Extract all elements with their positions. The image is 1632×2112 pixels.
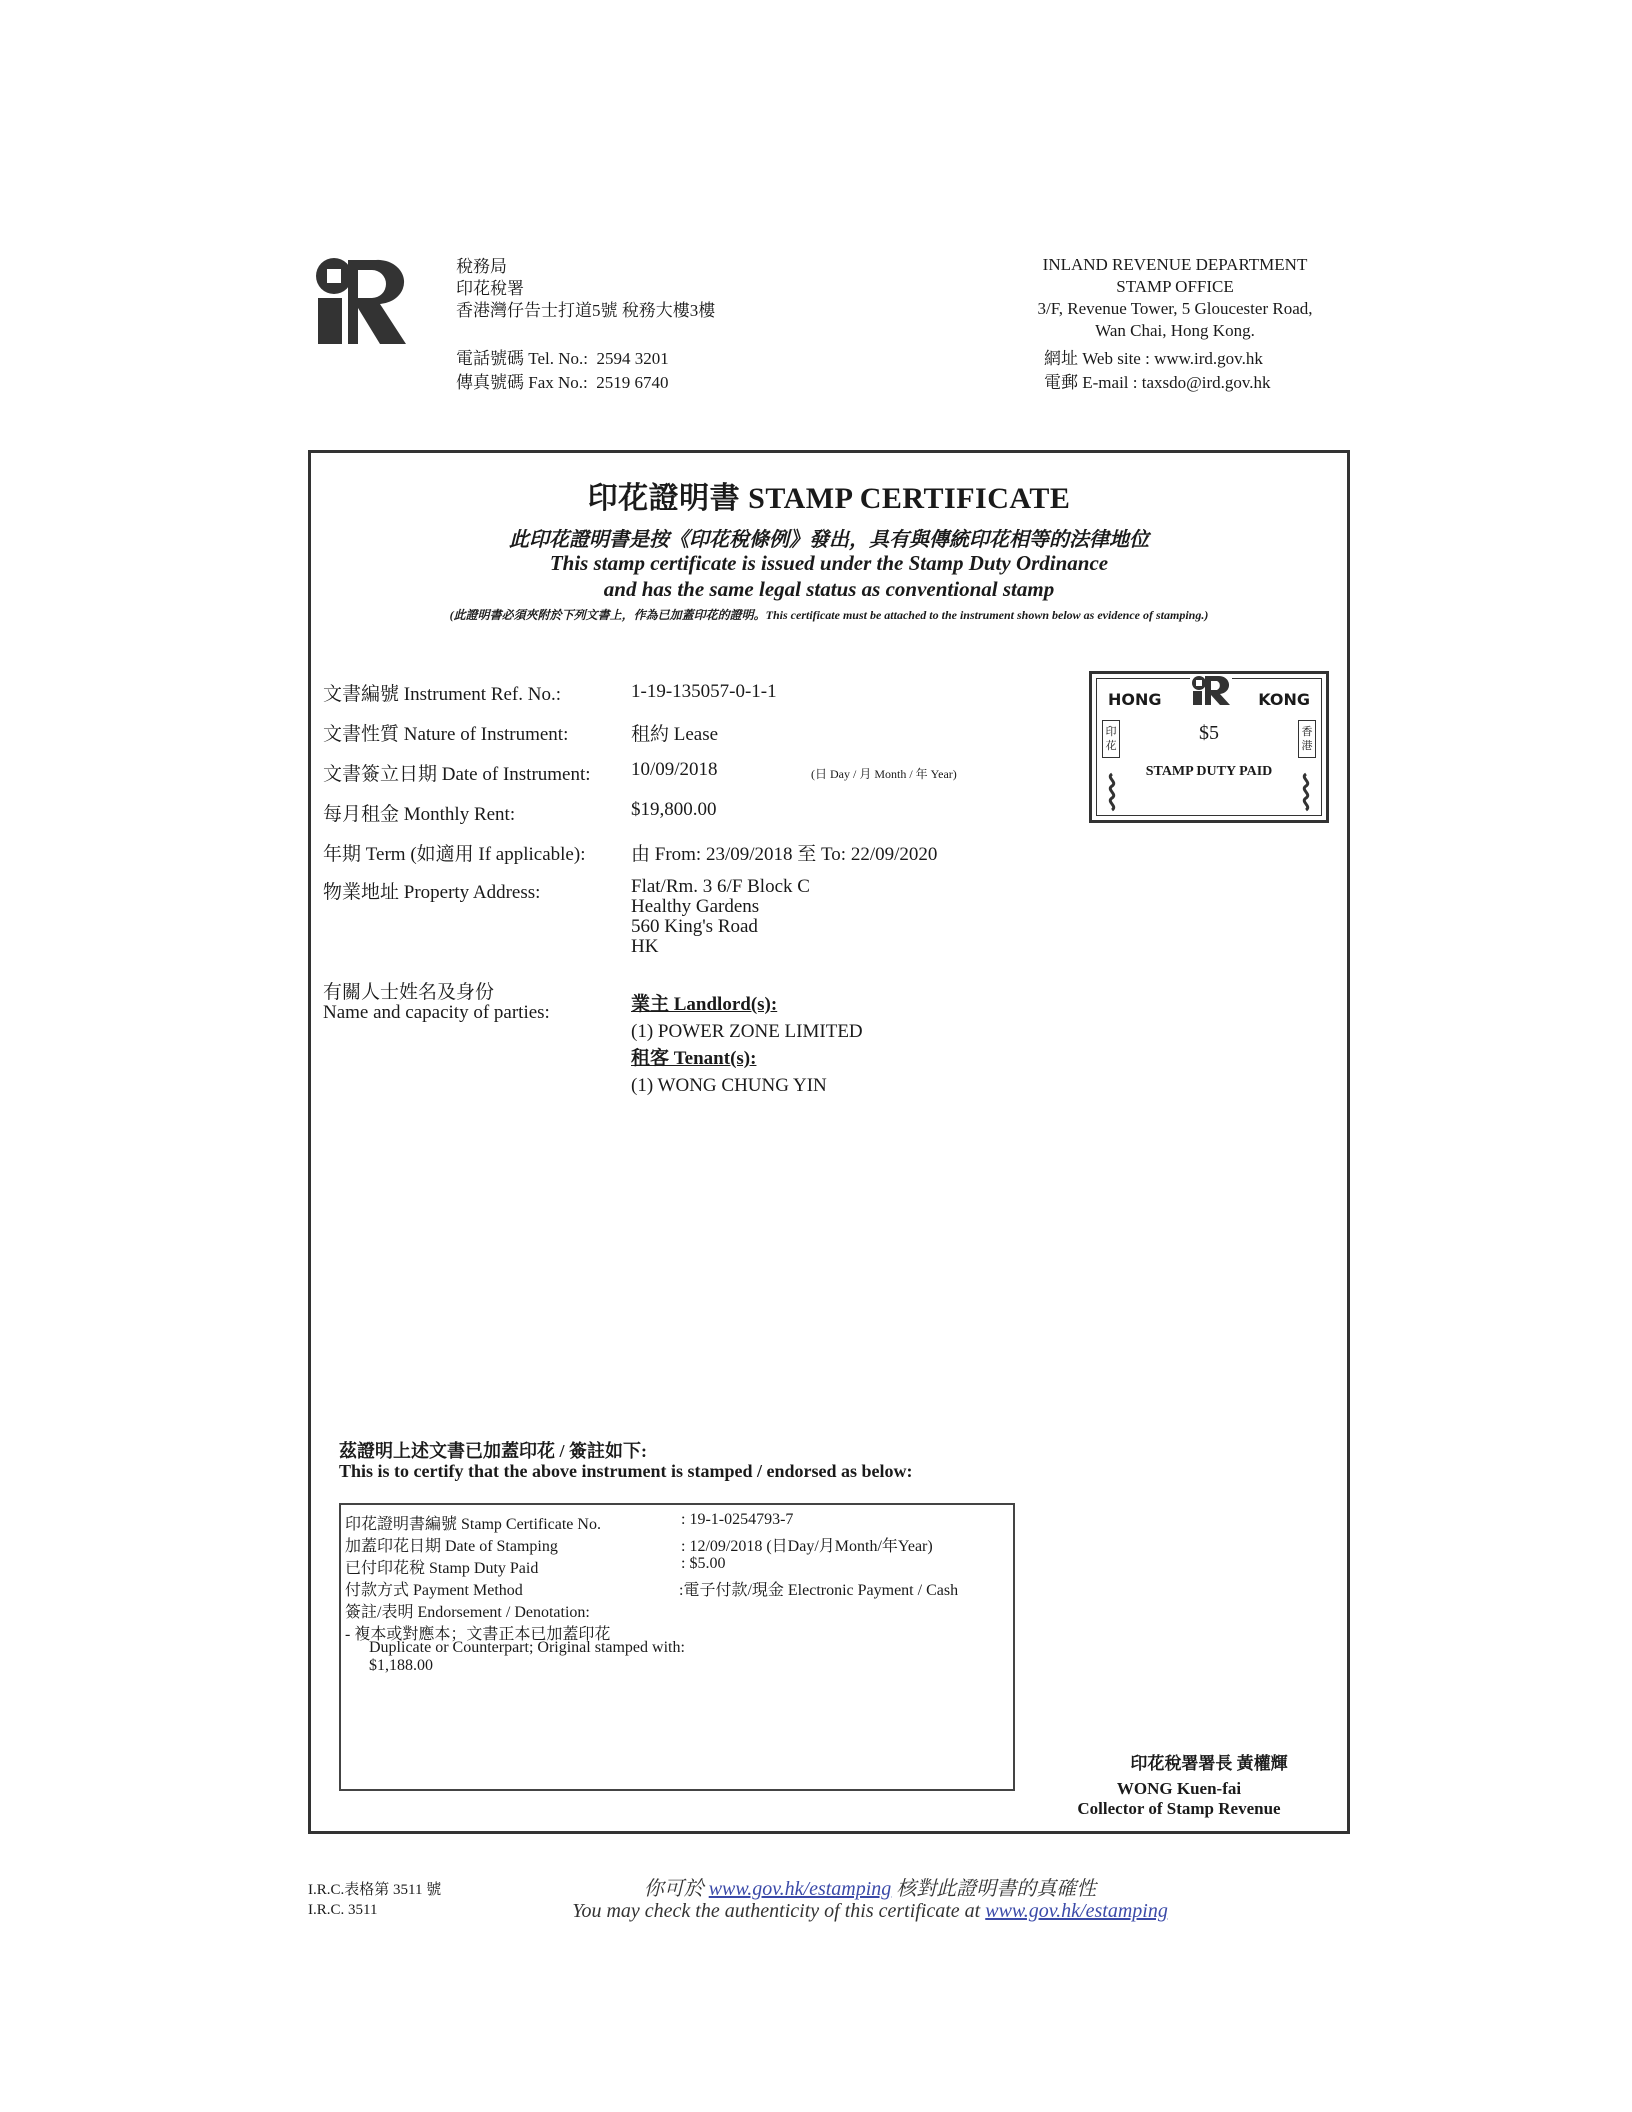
web-value[interactable]: www.ird.gov.hk xyxy=(1154,349,1263,368)
authenticity-note-cn xyxy=(490,1872,1250,1901)
dept-name-en: INLAND REVENUE DEPARTMENT xyxy=(1042,255,1308,274)
check-en-pre: You may check the authenticity of this certificate at xyxy=(572,1900,981,1922)
denotation-line-3: $1,188.00 xyxy=(369,1657,433,1674)
term-value: 由 From: 23/09/2018 至 To: 22/09/2020 xyxy=(631,844,938,865)
endorsement-box xyxy=(339,1503,1015,1791)
denotation-label: 簽註/表明 Endorsement / Denotation: xyxy=(345,1604,590,1621)
landlord-heading: 業主 Landlord(s): xyxy=(631,994,778,1015)
attachment-note: (此證明書必須夾附於下列文書上，作為已加蓋印花的證明。This certificate must be attached to the instrument shown below as evidence of stamping.) xyxy=(449,608,1209,622)
certify-statement-en: This is to certify that the above instrument is stamped / endorsed as below: xyxy=(339,1461,913,1481)
rent-label: 每月租金 Monthly Rent: xyxy=(323,804,516,825)
stamping-date-label: 加蓋印花日期 Date of Stamping xyxy=(345,1538,558,1555)
address-en-2: Wan Chai, Hong Kong. xyxy=(1095,321,1255,340)
nature-value: 租約 Lease xyxy=(631,724,719,745)
address-label: 物業地址 Property Address: xyxy=(323,882,541,903)
header-cn-address xyxy=(456,256,715,322)
collector-title-cn: 印花稅署署長 黃權輝 xyxy=(1130,1754,1288,1773)
header-contact-phone xyxy=(456,347,669,395)
stamp-hong: HONG xyxy=(1108,690,1162,709)
header-contact-web xyxy=(1044,347,1271,395)
duty-paid-label: 已付印花稅 Stamp Duty Paid xyxy=(345,1560,539,1577)
estamping-link-en[interactable]: www.gov.hk/estamping xyxy=(985,1900,1168,1922)
parties-label-en: Name and capacity of parties: xyxy=(323,1002,550,1023)
office-name-cn: 印花稅署 xyxy=(456,279,524,298)
stamp-right-chars: 香港 xyxy=(1298,720,1316,758)
office-name-en: STAMP OFFICE xyxy=(1116,277,1234,296)
stamp-right-ornament-icon xyxy=(1298,772,1314,812)
term-label: 年期 Term (如適用 If applicable): xyxy=(323,844,586,865)
fax-label: 傳真號碼 Fax No.: xyxy=(456,373,588,392)
collector-title-en: Collector of Stamp Revenue xyxy=(1077,1799,1281,1818)
date-format-hint: (日 Day / 月 Month / 年 Year) xyxy=(811,767,957,781)
address-line-1: Flat/Rm. 3 6/F Block C xyxy=(631,876,810,897)
check-cn-post: 核對此證明書的真確性 xyxy=(896,1878,1097,1900)
address-cn: 香港灣仔告士打道5號 稅務大樓3樓 xyxy=(456,301,716,320)
dept-name-cn: 稅務局 xyxy=(456,257,507,276)
email-value[interactable]: taxsdo@ird.gov.hk xyxy=(1141,373,1271,392)
denotation-line-1: - 複本或對應本；文書正本已加蓋印花 xyxy=(345,1626,611,1643)
cert-no-label: 印花證明書編號 Stamp Certificate No. xyxy=(345,1516,601,1533)
collector-name: WONG Kuen-fai xyxy=(1116,1779,1242,1798)
header-en-address xyxy=(990,254,1360,342)
payment-method-value: :電子付款/現金 Electronic Payment / Cash xyxy=(679,1582,959,1599)
tel-label: 電話號碼 Tel. No.: xyxy=(456,349,588,368)
rent-value: $19,800.00 xyxy=(631,799,717,820)
ref-label: 文書編號 Instrument Ref. No.: xyxy=(323,684,562,705)
stamp-amount: $5 xyxy=(1199,722,1219,744)
landlord-name: (1) POWER ZONE LIMITED xyxy=(631,1021,863,1042)
address-line-2: Healthy Gardens xyxy=(631,896,760,917)
denotation-line-2: Duplicate or Counterpart; Original stamped with: xyxy=(369,1639,685,1656)
tenant-heading: 租客 Tenant(s): xyxy=(631,1048,757,1069)
parties-label xyxy=(323,983,550,1023)
subtitle-en-2: and has the same legal status as conventional stamp xyxy=(603,577,1055,601)
subtitle-en-1: This stamp certificate is issued under the Stamp Duty Ordinance xyxy=(549,551,1109,575)
stamp-certificate xyxy=(308,450,1350,1834)
parties-list xyxy=(631,991,863,1099)
property-address xyxy=(631,877,810,957)
parties-label-cn: 有關人士姓名及身份 xyxy=(323,982,495,1003)
payment-method-label: 付款方式 Payment Method xyxy=(345,1582,523,1599)
stamp-kong: KONG xyxy=(1258,690,1310,709)
certificate-title: 印花證明書 STAMP CERTIFICATE xyxy=(587,482,1071,515)
stamping-date-value: : 12/09/2018 (日Day/月Month/年Year) xyxy=(681,1538,933,1555)
check-cn-pre: 你可於 xyxy=(643,1878,704,1900)
stamp-left-chars: 印花 xyxy=(1102,720,1120,758)
web-label: 網址 Web site : xyxy=(1044,349,1150,368)
fax-value: 2519 6740 xyxy=(596,373,669,392)
form-number-cn: I.R.C.表格第 3511 號 xyxy=(308,1882,442,1898)
subtitle-cn: 此印花證明書是按《印花稅條例》發出，具有與傳統印花相等的法律地位 xyxy=(509,529,1149,551)
estamping-link-cn[interactable]: www.gov.hk/estamping xyxy=(708,1878,892,1900)
cert-no-value: : 19-1-0254793-7 xyxy=(681,1511,794,1528)
authenticity-note-en xyxy=(490,1900,1250,1923)
stamp-caption: STAMP DUTY PAID xyxy=(1145,764,1273,779)
duty-paid-value: : $5.00 xyxy=(681,1555,726,1572)
certify-statement-cn: 茲證明上述文書已加蓋印花 / 簽註如下: xyxy=(339,1441,647,1461)
date-value: 10/09/2018 xyxy=(631,759,718,780)
address-line-4: HK xyxy=(631,936,659,957)
stamp-duty-paid-stamp xyxy=(1089,671,1329,823)
form-number-en: I.R.C. 3511 xyxy=(308,1902,378,1918)
stamp-left-ornament-icon xyxy=(1104,772,1120,812)
ref-value: 1-19-135057-0-1-1 xyxy=(631,681,777,702)
tenant-name: (1) WONG CHUNG YIN xyxy=(631,1075,827,1096)
ird-logo xyxy=(314,254,412,346)
address-en-1: 3/F, Revenue Tower, 5 Gloucester Road, xyxy=(1037,299,1313,318)
ird-logo-icon xyxy=(314,254,412,346)
tel-value: 2594 3201 xyxy=(596,349,669,368)
stamp-ir-logo-icon xyxy=(1190,674,1232,706)
address-line-3: 560 King's Road xyxy=(631,916,758,937)
nature-label: 文書性質 Nature of Instrument: xyxy=(323,724,569,745)
date-label: 文書簽立日期 Date of Instrument: xyxy=(323,764,591,785)
email-label: 電郵 E-mail : xyxy=(1044,373,1138,392)
